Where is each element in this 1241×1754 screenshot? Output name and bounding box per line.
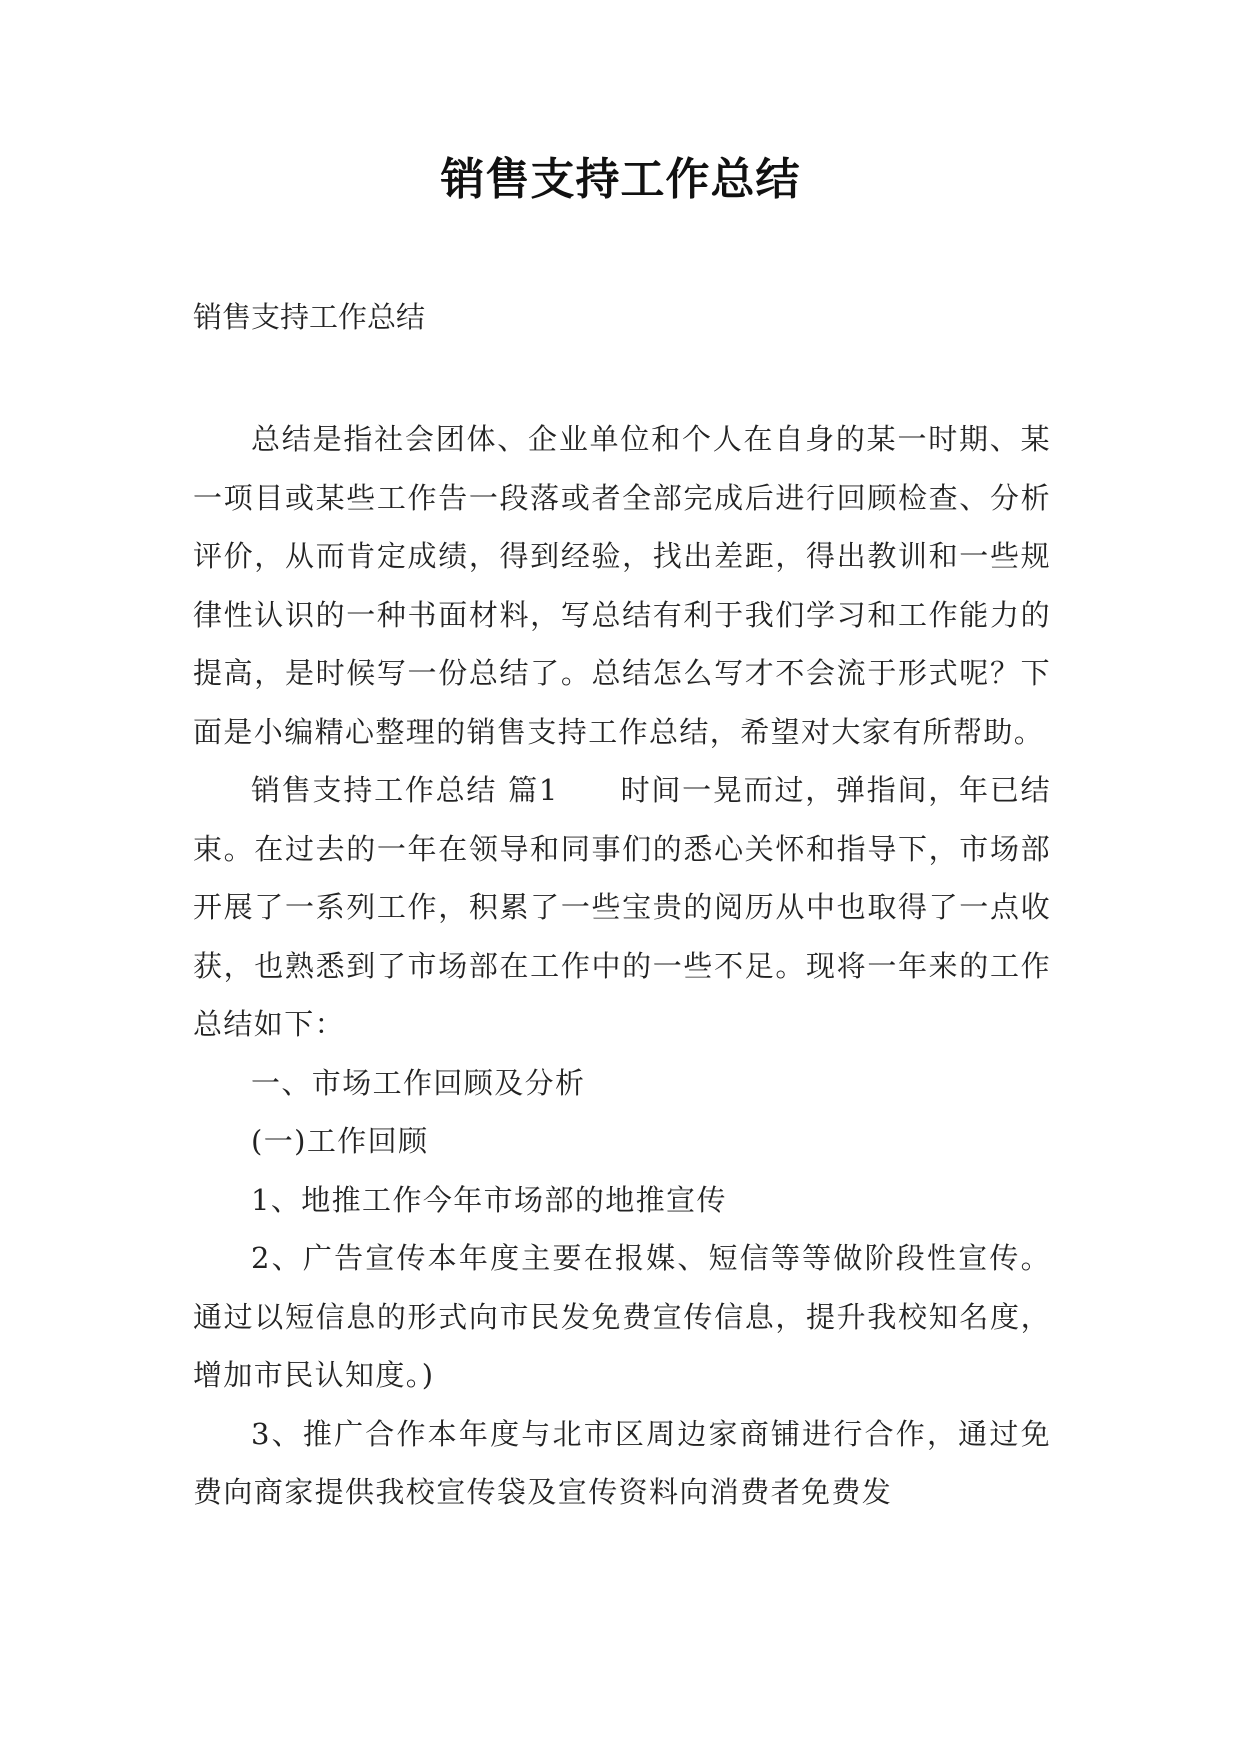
list-item-3: 3、推广合作本年度与北市区周边家商铺进行合作，通过免费向商家提供我校宣传袋及宣传资料向消费者免费发: [193, 1416, 1051, 1509]
document-subtitle: 销售支持工作总结: [193, 300, 426, 334]
document-body: [193, 410, 1051, 1522]
list-item-1: 1、地推工作今年市场部的地推宣传: [251, 1182, 727, 1217]
document-title: 销售支持工作总结: [440, 154, 801, 205]
subsection-heading-1: (一)工作回顾: [251, 1124, 429, 1158]
paragraph-intro: 总结是指社会团体、企业单位和个人在自身的某一时期、某一项目或某些工作告一段落或者全部完成后进行回顾检查、分析评价，从而肯定成绩，得到经验，找出差距，得出教训和一些规律性认识的一种书面材料，写总结有利于我们学习和工作能力的提高，是时候写一份总结了。总结怎么写才不会流于形式呢？下面是小编精心整理的销售支持工作总结，希望对大家有所帮助。: [193, 422, 1051, 749]
list-item-2: 2、广告宣传本年度主要在报媒、短信等等做阶段性宣传。通过以短信息的形式向市民发免费宣传信息，提升我校知名度，增加市民认知度。): [193, 1241, 1051, 1392]
section-heading-1: 一、市场工作回顾及分析: [251, 1065, 586, 1100]
paragraph-part1: 销售支持工作总结 篇1 时间一晃而过，弹指间，年已结束。在过去的一年在领导和同事们的悉心关怀和指导下，市场部开展了一系列工作，积累了一些宝贵的阅历从中也取得了一点收获，也熟悉到了市场部在工作中的一些不足。现将一年来的工作总结如下：: [193, 773, 1051, 1041]
